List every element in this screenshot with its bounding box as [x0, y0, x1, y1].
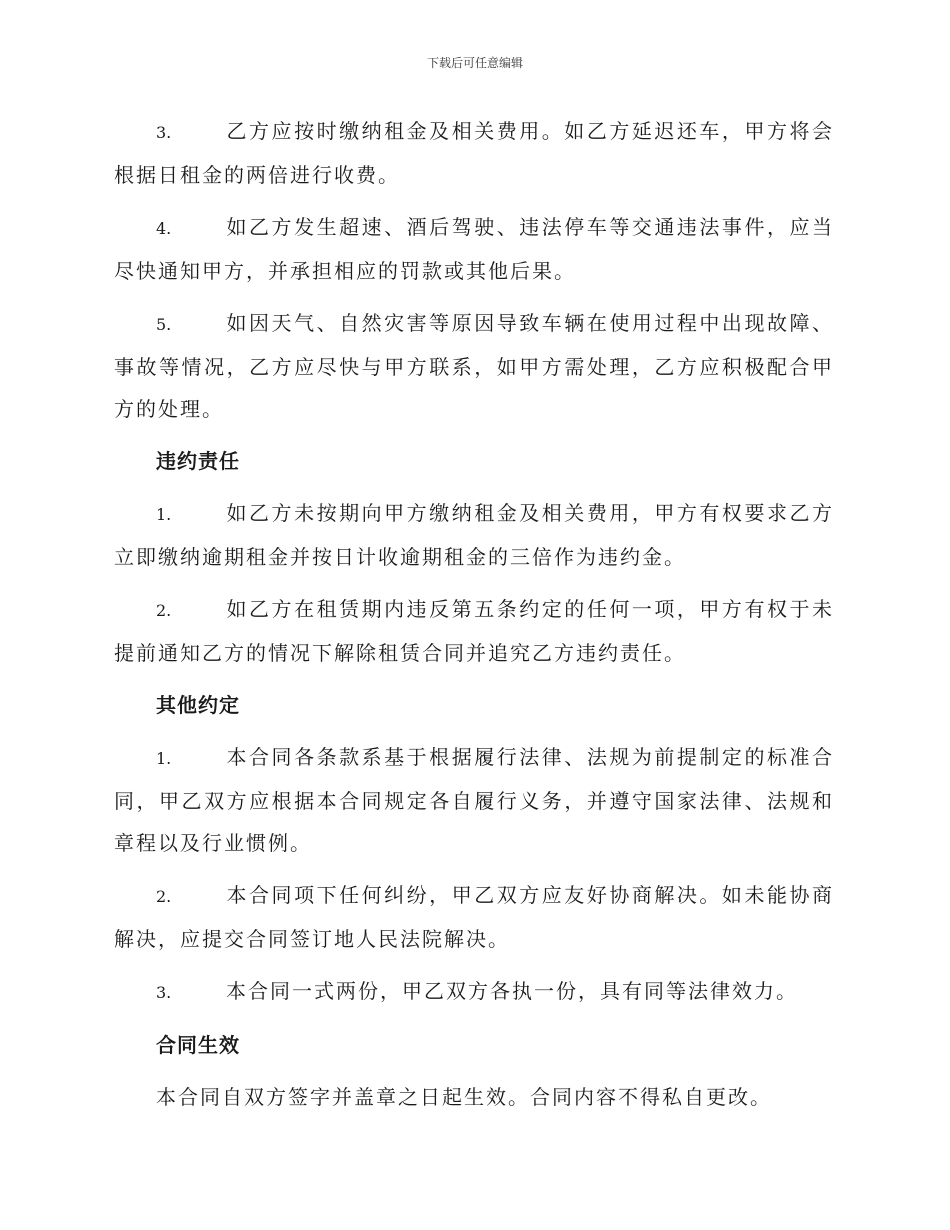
clause-5 — [114, 302, 834, 430]
section-heading-other: 其他约定 — [156, 693, 240, 717]
clause-number: 4. — [156, 219, 172, 238]
clause-text: 如乙方未按期向甲方缴纳租金及相关费用，甲方有权要求乙方立即缴纳逾期租金并按日计收逾期租金的三倍作为违约金。 — [114, 501, 834, 569]
clause-number: 1. — [156, 749, 172, 768]
page-header: 下载后可任意编辑 — [426, 56, 523, 70]
clause-4 — [114, 206, 834, 292]
clause-text: 本合同项下任何纠纷，甲乙双方应友好协商解决。如未能协商解决，应提交合同签订地人民法院解决。 — [114, 883, 834, 951]
clause-number: 1. — [156, 505, 172, 524]
section-heading-breach: 违约责任 — [156, 449, 240, 473]
clause-text: 如乙方发生超速、酒后驾驶、违法停车等交通违法事件，应当尽快通知甲方，并承担相应的罚款或其他后果。 — [114, 215, 834, 283]
clause-number: 3. — [156, 123, 172, 142]
section-heading-effective: 合同生效 — [156, 1033, 240, 1057]
clause-number: 5. — [156, 315, 172, 334]
breach-clause-2 — [114, 588, 834, 674]
clause-text: 如乙方在租赁期内违反第五条约定的任何一项，甲方有权于未提前通知乙方的情况下解除租赁合同并追究乙方违约责任。 — [114, 597, 834, 665]
other-clause-2 — [114, 874, 834, 960]
clause-text: 乙方应按时缴纳租金及相关费用。如乙方延迟还车，甲方将会根据日租金的两倍进行收费。 — [114, 119, 834, 187]
other-clause-1 — [114, 736, 834, 864]
clause-text: 如因天气、自然灾害等原因导致车辆在使用过程中出现故障、事故等情况，乙方应尽快与甲方联系，如甲方需处理，乙方应积极配合甲方的处理。 — [114, 311, 834, 421]
clause-number: 2. — [156, 887, 172, 906]
clause-number: 2. — [156, 601, 172, 620]
clause-text: 本合同各条款系基于根据履行法律、法规为前提制定的标准合同，甲乙双方应根据本合同规定各自履行义务，并遵守国家法律、法规和章程以及行业惯例。 — [114, 745, 834, 855]
clause-3 — [114, 110, 834, 196]
clause-text: 本合同一式两份，甲乙双方各执一份，具有同等法律效力。 — [226, 979, 798, 1003]
clause-number: 3. — [156, 983, 172, 1002]
document-body — [114, 110, 834, 1118]
other-clause-3 — [114, 970, 834, 1014]
breach-clause-1 — [114, 492, 834, 578]
effective-clause: 本合同自双方签字并盖章之日起生效。合同内容不得私自更改。 — [156, 1085, 772, 1109]
